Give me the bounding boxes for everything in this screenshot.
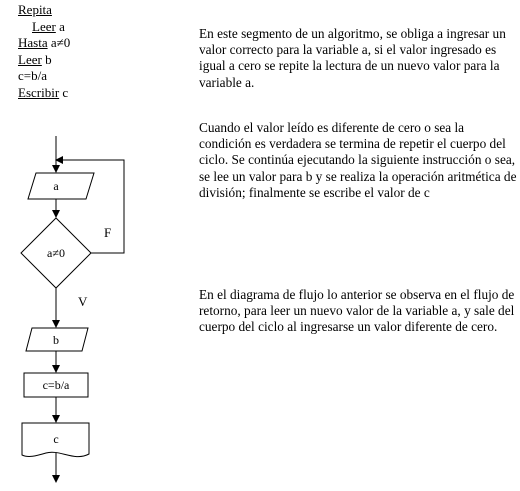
false-return-arrow [56, 160, 124, 253]
leer-variable: a [55, 18, 65, 34]
keyword-hasta: Hasta [18, 35, 48, 50]
explanation-paragraph-2: Cuando el valor leído es diferente de cero o sea la condición es verdadera se termina de repetir el cuerpo del ciclo. Se continúa ejecutando la siguiente instrucción o sea, se lee un valor para b y se realiza la operación aritmética de división; finalmente se escribe el valor de c [199, 120, 517, 200]
keyword-leer: Leer [32, 18, 56, 34]
input-b-label: b [53, 333, 59, 347]
keyword-leer-b: Leer [18, 51, 42, 67]
assignment: c=b/a [18, 68, 47, 83]
output-label: c [53, 432, 59, 446]
hasta-condition: a≠0 [47, 35, 71, 50]
leer-b-variable: b [41, 51, 52, 67]
true-branch-label: V [78, 294, 88, 309]
escribir-variable: c [59, 84, 69, 100]
process-label: c=b/a [42, 378, 70, 392]
keyword-escribir: Escribir [18, 84, 60, 100]
keyword-repita: Repita [18, 2, 52, 17]
false-branch-label: F [104, 225, 112, 240]
explanation-paragraph-1: En este segmento de un algoritmo, se obliga a ingresar un valor correcto para la variable a, si el valor ingresado es igual a cero se repite la lectura de un nuevo valor para la variable a. [199, 26, 506, 90]
input-a-shape [28, 173, 94, 199]
decision-label: a≠0 [47, 246, 65, 260]
explanation-paragraph-3: En el diagrama de flujo lo anterior se observa en el flujo de retorno, para leer un nuevo valor de la variable a, y sale del cuerpo del ciclo al ingresarse un valor diferente de cero. [199, 287, 515, 335]
input-a-label: a [53, 179, 59, 193]
